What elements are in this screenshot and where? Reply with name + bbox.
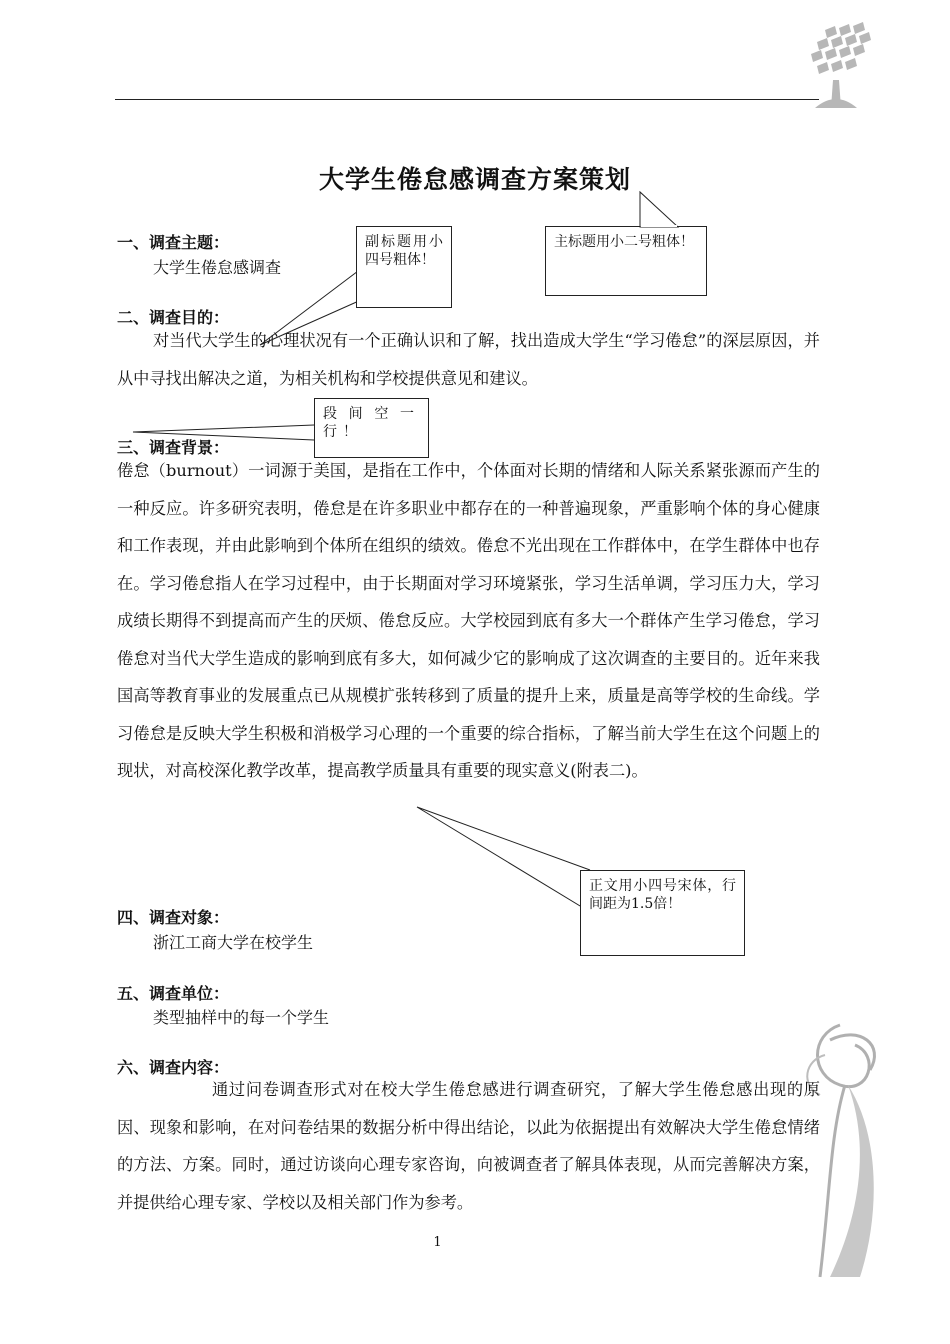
section-content-content: 通过问卷调查形式对在校大学生倦怠感进行调查研究，了解大学生倦怠感出现的原因、现象和影响，在对问卷结果的数据分析中得出结论，以此为依据提出有效解决大学生倦怠情绪的方法、方案。同时，通过访谈向心理专家咨询，向被调查者了解具体表现，从而完善解决方案，并提供给心理专家、学校以及相关部门作为参考。 — [117, 1080, 820, 1212]
section-content-background: 倦怠（burnout）一词源于美国，是指在工作中，个体面对长期的情绪和人际关系紧张源而产生的一种反应。许多研究表明，倦怠是在许多职业中都存在的一种普遍现象，严重影响个体的身心健康和工作表现，并由此影响到个体所在组织的绩效。倦怠不光出现在工作群体中，在学生群体中也存在。学习倦怠指人在学习过程中，由于长期面对学习环境紧张，学习生活单调，学习压力大，学习成绩长期得不到提高而产生的厌烦、倦怠反应。大学校园到底有多大一个群体产生学习倦怠，学习倦怠对当代大学生造成的影响到底有多大，如何减少它的影响成了这次调查的主要目的。近年来我国高等教育事业的发展重点已从规模扩张转移到了质量的提升上来，质量是高等学校的生命线。学习倦怠是反映大学生积极和消极学习心理的一个重要的综合指标，了解当前大学生在这个问题上的现状，对高校深化教学改革，提高教学质量具有重要的现实意义(附表二)。 — [117, 461, 820, 780]
section-content-unit: 类型抽样中的每一个学生 — [153, 1008, 330, 1027]
section-content-topic: 大学生倦怠感调查 — [153, 258, 282, 277]
callout-body-note: 正文用小四号宋体，行间距为1.5倍！ — [580, 870, 745, 956]
section-heading-topic: 一、调查主题： — [117, 233, 230, 252]
section-heading-background: 三、调查背景： — [117, 438, 230, 457]
section-heading-content: 六、调查内容： — [117, 1058, 230, 1077]
section-heading-subjects: 四、调查对象： — [117, 908, 230, 927]
section-heading-purpose: 二、调查目的： — [117, 308, 230, 327]
page-number: 1 — [433, 1235, 442, 1250]
header-rule — [115, 99, 819, 100]
section-heading-unit: 五、调查单位： — [117, 984, 230, 1003]
callout-title-note: 主标题用小二号粗体！ — [545, 226, 707, 296]
section-content-purpose: 对当代大学生的心理状况有一个正确认识和了解，找出造成大学生“学习倦怠”的深层原因，并从中寻找出解决之道，为相关机构和学校提供意见和建议。 — [117, 331, 820, 388]
document-title: 大学生倦怠感调查方案策划 — [318, 165, 631, 194]
section-content-subjects: 浙江工商大学在校学生 — [153, 933, 314, 952]
callout-spacing-note: 段间空一行！ — [314, 398, 429, 458]
school-logo-icon — [795, 20, 875, 110]
callout-subtitle-note: 副标题用小四号粗体！ — [356, 226, 452, 308]
